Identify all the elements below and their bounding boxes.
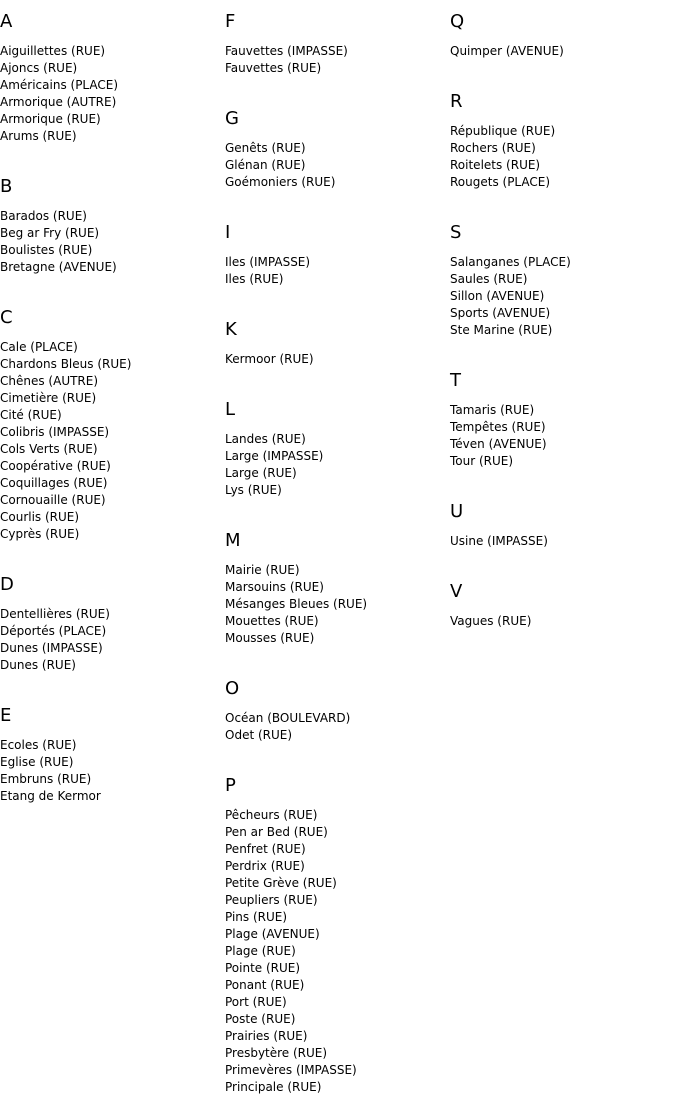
letter-heading-a: A	[0, 11, 13, 32]
letter-section-i	[225, 223, 445, 288]
street-link[interactable]: Cimetière (RUE)	[0, 391, 97, 405]
letter-section-u	[450, 502, 670, 550]
street-link[interactable]: Large (RUE)	[225, 466, 297, 480]
section-spacer	[0, 543, 220, 563]
letter-section-e	[0, 706, 220, 805]
street-link[interactable]: Océan (BOULEVARD)	[225, 711, 351, 725]
section-spacer	[450, 60, 670, 80]
section-spacer	[225, 288, 445, 308]
street-link[interactable]: Coquillages (RUE)	[0, 476, 108, 490]
letter-section-k	[225, 320, 445, 368]
street-link[interactable]: Glénan (RUE)	[225, 158, 306, 172]
letter-section-o	[225, 679, 445, 744]
section-spacer	[450, 550, 670, 570]
letter-heading-s: S	[450, 222, 462, 243]
street-list	[450, 402, 670, 470]
letter-section-m	[225, 531, 445, 647]
letter-heading-g: G	[225, 108, 239, 129]
street-link[interactable]: Sillon (AVENUE)	[450, 289, 545, 303]
street-link[interactable]: Tamaris (RUE)	[450, 403, 535, 417]
street-link[interactable]: Penfret (RUE)	[225, 842, 306, 856]
letter-heading-v: V	[450, 581, 463, 602]
street-link[interactable]: Rochers (RUE)	[450, 141, 536, 155]
street-link[interactable]: Boulistes (RUE)	[0, 243, 93, 257]
letter-section-r	[450, 92, 670, 191]
street-link[interactable]: Perdrix (RUE)	[225, 859, 305, 873]
street-link[interactable]: Cols Verts (RUE)	[0, 442, 98, 456]
street-link[interactable]: Coopérative (RUE)	[0, 459, 111, 473]
street-link[interactable]: Fauvettes (IMPASSE)	[225, 44, 348, 58]
street-link[interactable]: Colibris (IMPASSE)	[0, 425, 110, 439]
street-link[interactable]: Eglise (RUE)	[0, 755, 74, 769]
street-link[interactable]: Arums (RUE)	[0, 129, 77, 143]
street-link[interactable]: Marsouins (RUE)	[225, 580, 324, 594]
street-link[interactable]: Rougets (PLACE)	[450, 175, 551, 189]
street-list	[450, 613, 670, 630]
street-link[interactable]: Chardons Bleus (RUE)	[0, 357, 132, 371]
street-link[interactable]: Tempêtes (RUE)	[450, 420, 546, 434]
letter-heading-t: T	[450, 370, 461, 391]
section-spacer	[225, 191, 445, 211]
section-spacer	[0, 674, 220, 694]
street-link[interactable]: Prairies (RUE)	[225, 1029, 308, 1043]
section-spacer	[225, 499, 445, 519]
street-list	[225, 431, 445, 499]
street-link[interactable]: Pins (RUE)	[225, 910, 288, 924]
street-list	[225, 710, 445, 744]
section-spacer	[0, 145, 220, 165]
section-spacer	[450, 339, 670, 359]
street-link[interactable]: Aiguillettes (RUE)	[0, 44, 106, 58]
street-link[interactable]: République (RUE)	[450, 124, 556, 138]
street-link[interactable]: Kermoor (RUE)	[225, 352, 314, 366]
street-link[interactable]: Pointe (RUE)	[225, 961, 301, 975]
street-list	[0, 208, 220, 276]
street-link[interactable]: Peupliers (RUE)	[225, 893, 318, 907]
street-link[interactable]: Cyprès (RUE)	[0, 527, 80, 541]
street-list	[0, 606, 220, 674]
street-link[interactable]: Roitelets (RUE)	[450, 158, 541, 172]
letter-heading-i: I	[225, 222, 231, 243]
letter-heading-f: F	[225, 11, 236, 32]
street-link[interactable]: Plage (RUE)	[225, 944, 296, 958]
street-link[interactable]: Fauvettes (RUE)	[225, 61, 322, 75]
street-link[interactable]: Cité (RUE)	[0, 408, 62, 422]
street-link[interactable]: Poste (RUE)	[225, 1012, 296, 1026]
section-spacer	[225, 744, 445, 764]
letter-section-p	[225, 776, 445, 1096]
street-list	[225, 807, 445, 1096]
street-link[interactable]: Usine (IMPASSE)	[450, 534, 548, 548]
street-list	[450, 43, 670, 60]
street-link[interactable]: Embruns (RUE)	[0, 772, 92, 786]
street-list	[225, 43, 445, 77]
street-link[interactable]: Beg ar Fry (RUE)	[0, 226, 100, 240]
street-link[interactable]: Large (IMPASSE)	[225, 449, 324, 463]
street-link[interactable]: Petite Grève (RUE)	[225, 876, 337, 890]
street-link[interactable]: Barados (RUE)	[0, 209, 87, 223]
section-spacer	[0, 276, 220, 296]
letter-heading-c: C	[0, 307, 13, 328]
street-link[interactable]: Sports (AVENUE)	[450, 306, 551, 320]
street-link[interactable]: Ajoncs (RUE)	[0, 61, 78, 75]
section-spacer	[225, 368, 445, 388]
street-list	[225, 254, 445, 288]
street-link[interactable]: Etang de Kermor	[0, 789, 101, 803]
street-link[interactable]: Principale (RUE)	[225, 1080, 322, 1094]
street-list	[450, 254, 670, 339]
street-link[interactable]: Dentellières (RUE)	[0, 607, 110, 621]
street-link[interactable]: Goémoniers (RUE)	[225, 175, 336, 189]
street-link[interactable]: Courlis (RUE)	[0, 510, 80, 524]
street-list	[0, 737, 220, 805]
letter-heading-d: D	[0, 574, 14, 595]
letter-section-v	[450, 582, 670, 630]
street-link[interactable]: Américains (PLACE)	[0, 78, 119, 92]
street-link[interactable]: Dunes (RUE)	[0, 658, 76, 672]
letter-heading-p: P	[225, 775, 236, 796]
section-spacer	[225, 647, 445, 667]
street-link[interactable]: Déportés (PLACE)	[0, 624, 107, 638]
street-link[interactable]: Odet (RUE)	[225, 728, 293, 742]
street-link[interactable]: Mousses (RUE)	[225, 631, 315, 645]
street-link[interactable]: Cornouaille (RUE)	[0, 493, 106, 507]
street-link[interactable]: Salanganes (PLACE)	[450, 255, 571, 269]
street-link[interactable]: Ste Marine (RUE)	[450, 323, 553, 337]
street-link[interactable]: Mésanges Bleues (RUE)	[225, 597, 368, 611]
street-link[interactable]: Primevères (IMPASSE)	[225, 1063, 357, 1077]
street-link[interactable]: Iles (IMPASSE)	[225, 255, 311, 269]
street-index-column-2	[225, 0, 445, 1096]
street-link[interactable]: Pêcheurs (RUE)	[225, 808, 318, 822]
letter-heading-o: O	[225, 678, 240, 699]
letter-section-d	[0, 575, 220, 674]
letter-heading-q: Q	[450, 11, 465, 32]
letter-section-b	[0, 177, 220, 276]
street-list	[225, 140, 445, 191]
section-spacer	[450, 470, 670, 490]
letter-heading-e: E	[0, 705, 12, 726]
letter-section-s	[450, 223, 670, 339]
street-link[interactable]: Mairie (RUE)	[225, 563, 300, 577]
letter-section-l	[225, 400, 445, 499]
street-link[interactable]: Mouettes (RUE)	[225, 614, 319, 628]
letter-heading-l: L	[225, 399, 236, 420]
street-link[interactable]: Ponant (RUE)	[225, 978, 305, 992]
street-link[interactable]: Presbytère (RUE)	[225, 1046, 328, 1060]
letter-section-q	[450, 12, 670, 60]
street-link[interactable]: Vagues (RUE)	[450, 614, 532, 628]
street-index-column-1	[0, 0, 220, 805]
street-link[interactable]: Ecoles (RUE)	[0, 738, 77, 752]
street-link[interactable]: Landes (RUE)	[225, 432, 306, 446]
street-link[interactable]: Plage (AVENUE)	[225, 927, 320, 941]
section-spacer	[225, 77, 445, 97]
street-list	[225, 351, 445, 368]
street-list	[225, 562, 445, 647]
street-link[interactable]: Dunes (IMPASSE)	[0, 641, 103, 655]
street-link[interactable]: Pen ar Bed (RUE)	[225, 825, 328, 839]
street-link[interactable]: Tour (RUE)	[450, 454, 514, 468]
letter-section-c	[0, 308, 220, 543]
letter-heading-r: R	[450, 91, 463, 112]
letter-section-f	[225, 12, 445, 77]
street-link[interactable]: Port (RUE)	[225, 995, 287, 1009]
street-link[interactable]: Cale (PLACE)	[0, 340, 78, 354]
letter-section-t	[450, 371, 670, 470]
street-link[interactable]: Genêts (RUE)	[225, 141, 306, 155]
street-link[interactable]: Chênes (AUTRE)	[0, 374, 99, 388]
letter-heading-k: K	[225, 319, 237, 340]
street-link[interactable]: Iles (RUE)	[225, 272, 284, 286]
street-link[interactable]: Lys (RUE)	[225, 483, 282, 497]
street-list	[450, 123, 670, 191]
section-spacer	[450, 191, 670, 211]
letter-heading-m: M	[225, 530, 241, 551]
street-index-column-3	[450, 0, 670, 630]
street-list	[0, 43, 220, 145]
street-list	[0, 339, 220, 543]
street-link[interactable]: Saules (RUE)	[450, 272, 528, 286]
street-link[interactable]: Quimper (AVENUE)	[450, 44, 564, 58]
street-link[interactable]: Armorique (RUE)	[0, 112, 101, 126]
street-link[interactable]: Bretagne (AVENUE)	[0, 260, 117, 274]
street-link[interactable]: Téven (AVENUE)	[450, 437, 547, 451]
street-list	[450, 533, 670, 550]
letter-heading-u: U	[450, 501, 464, 522]
street-link[interactable]: Armorique (AUTRE)	[0, 95, 117, 109]
letter-section-g	[225, 109, 445, 191]
letter-heading-b: B	[0, 176, 13, 197]
letter-section-a	[0, 12, 220, 145]
